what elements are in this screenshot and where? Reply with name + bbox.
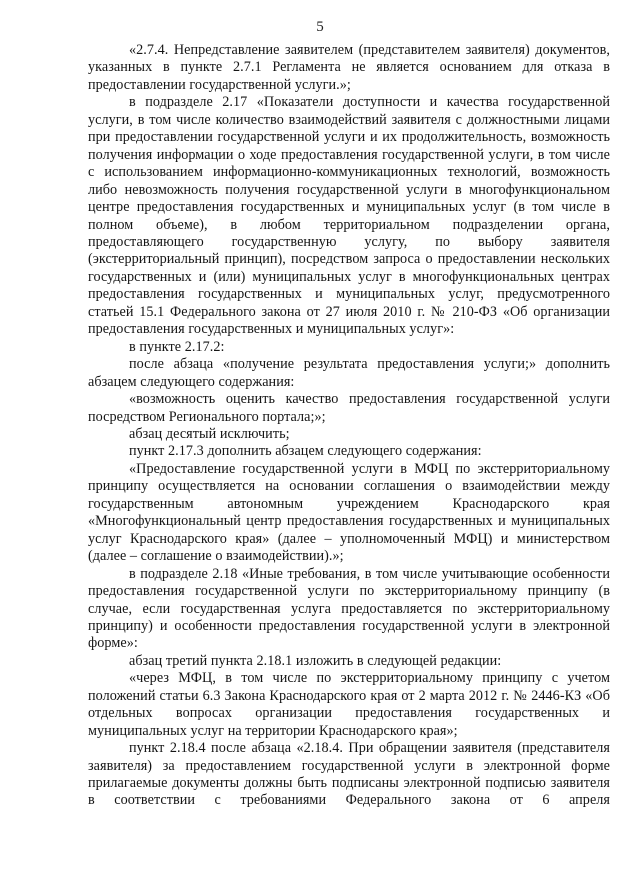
document-body	[88, 42, 610, 810]
paragraph-subsection-2-18: в подразделе 2.18 «Иные требования, в том числе учитывающие особенности предоставления государственной услуги по экстерриториальному принципу (в случае, если государственная услуга предоставляется по экстерриториальному принципу) и особенности предоставления государственной услуги в электронной форме»:	[88, 565, 610, 652]
paragraph-point-2-17-2: в пункте 2.17.2:	[129, 338, 225, 355]
paragraph-point-2-17-3: пункт 2.17.3 дополнить абзацем следующего содержания:	[129, 443, 482, 460]
paragraph-quality-assessment: «возможность оценить качество предоставления государственной услуги посредством Регионального портала;»;	[88, 391, 610, 425]
paragraph-subsection-2-17: в подразделе 2.17 «Показатели доступности и качества государственной услуги, в том числе количество взаимодействий заявителя с должностными лицами при предоставлении государственной услуги и их продолжительность, возможность получения информации о ходе предоставления государственной услуги, в том числе с использованием информационно-коммуникационных технологий, возможность либо невозможность получения государственной услуги в многофункциональном центре предоставления государственных и муниципальных услуг (в том числе в полном объеме), в любом территориальном подразделении органа, предоставляющего государственную услугу, по выбору заявителя (экстерриториальный принцип), посредством запроса о предоставлении нескольких государственных и (или) муниципальных услуг в многофункциональных центрах предоставления государственных и муниципальных услуг, предусмотренного статьей 15.1 Федерального закона от 27 июля 2010 г. № 210-ФЗ «Об организации предоставления государственных и муниципальных услуг»:	[88, 94, 610, 338]
page-number: 5	[316, 19, 324, 35]
paragraph-after-abzac: после абзаца «получение результата предоставления услуги;» дополнить абзацем следующего содержания:	[88, 356, 610, 390]
paragraph-abzac-tenth: абзац десятый исключить;	[129, 425, 290, 442]
paragraph-through-mfc: «через МФЦ, в том числе по экстерриториальному принципу с учетом положений статьи 6.3 Закона Краснодарского края от 2 марта 2012 г. № 2446-КЗ «Об отдельных вопросах организации предоставления государственных и муниципальных услуг на территории Краснодарского края»;	[88, 670, 610, 739]
paragraph-2-7-4: «2.7.4. Непредставление заявителем (представителем заявителя) документов, указанных в пункте 2.7.1 Регламента не является основанием для отказа в предоставлении государственной услуги.»;	[88, 42, 610, 93]
paragraph-point-2-18-1: абзац третий пункта 2.18.1 изложить в следующей редакции:	[129, 652, 502, 669]
paragraph-mfc-agreement: «Предоставление государственной услуги в МФЦ по экстерриториальному принципу осуществляется на основании соглашения о взаимодействии между государственным автономным учреждением Краснодарского края «Многофункциональный центр предоставления государственных и муниципальных услуг Краснодарского края» (далее – уполномоченный МФЦ) и министерством (далее – соглашение о взаимодействии).»;	[88, 460, 610, 565]
paragraph-point-2-18-4: пункт 2.18.4 после абзаца «2.18.4. При обращении заявителя (представителя заявителя) за предоставлением государственной услуги в электронной форме прилагаемые документы должны быть подписаны электронной подписью заявителя в соответствии с требованиями Федерального закона от 6 апреля	[88, 740, 610, 809]
